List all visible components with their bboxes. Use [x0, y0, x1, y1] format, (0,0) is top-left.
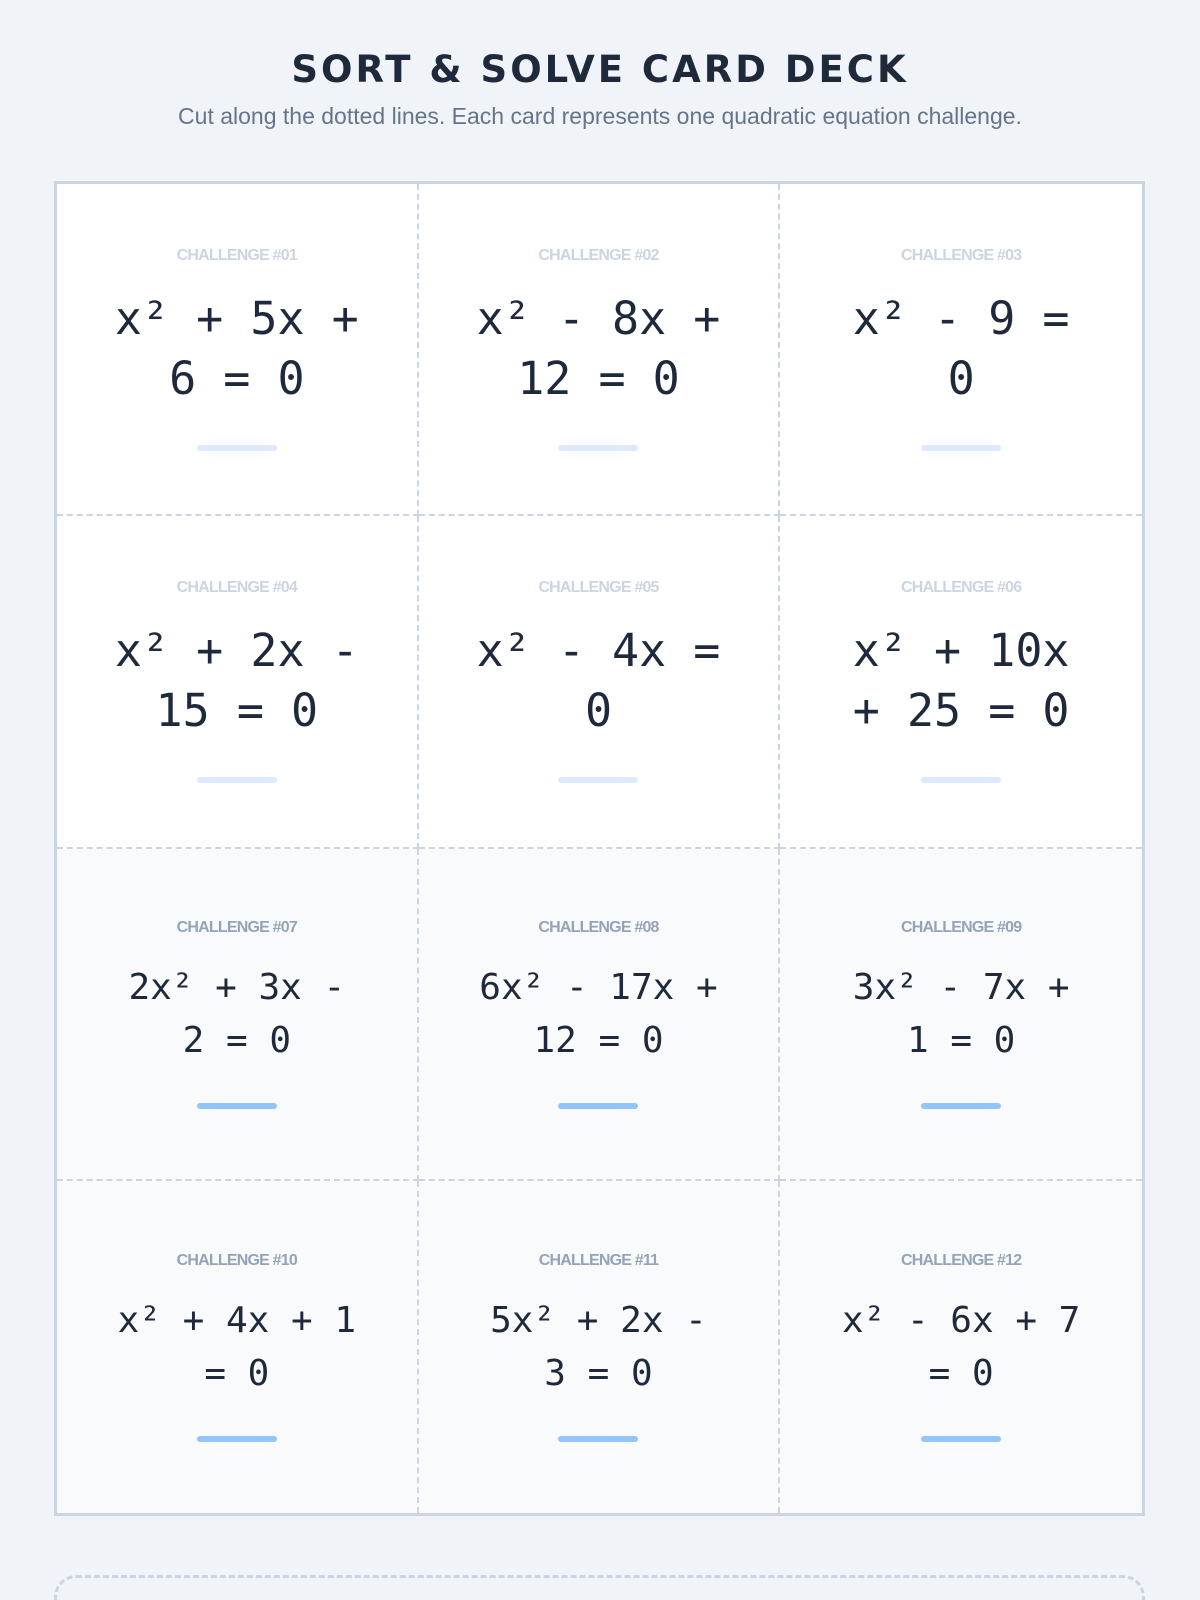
cut-strip: [54, 1575, 1145, 1600]
challenge-label: CHALLENGE #02: [538, 247, 659, 265]
challenge-label: CHALLENGE #12: [901, 1251, 1022, 1269]
challenge-equation: 5x² + 2x - 3 = 0: [490, 1299, 707, 1394]
challenge-label: CHALLENGE #04: [176, 579, 297, 597]
challenge-label: CHALLENGE #07: [176, 918, 297, 936]
challenge-equation: x² - 9 = 0: [852, 292, 1070, 406]
answer-line: [197, 1103, 277, 1109]
answer-line: [197, 445, 277, 451]
answer-line: [558, 777, 638, 783]
page-title: SORT & SOLVE CARD DECK: [291, 48, 909, 91]
answer-line: [921, 777, 1001, 783]
answer-line: [921, 445, 1001, 451]
challenge-card[interactable]: [57, 184, 419, 516]
challenge-equation: x² - 4x = 0: [476, 624, 721, 738]
challenge-equation: x² + 10x + 25 = 0: [852, 624, 1070, 738]
challenge-card[interactable]: [57, 1181, 419, 1513]
challenge-label: CHALLENGE #10: [176, 1251, 297, 1269]
challenge-equation: x² + 5x + 6 = 0: [114, 292, 359, 406]
challenge-label: CHALLENGE #01: [176, 247, 297, 265]
challenge-equation: 2x² + 3x - 2 = 0: [128, 966, 346, 1061]
answer-line: [197, 1436, 277, 1442]
answer-line: [921, 1103, 1001, 1109]
challenge-card[interactable]: [780, 516, 1142, 848]
challenge-equation: x² - 6x + 7 = 0: [841, 1299, 1081, 1394]
answer-line: [558, 445, 638, 451]
challenge-card[interactable]: [780, 1181, 1142, 1513]
answer-line: [197, 777, 277, 783]
challenge-card[interactable]: [57, 849, 419, 1181]
challenge-card[interactable]: [57, 516, 419, 848]
challenge-label: CHALLENGE #06: [901, 579, 1022, 597]
challenge-equation: 6x² - 17x + 12 = 0: [479, 966, 718, 1061]
answer-line: [921, 1436, 1001, 1442]
challenge-card[interactable]: [780, 849, 1142, 1181]
card-deck: [54, 181, 1145, 1516]
challenge-card[interactable]: [419, 516, 781, 848]
challenge-label: CHALLENGE #05: [538, 579, 659, 597]
challenge-equation: 3x² - 7x + 1 = 0: [852, 966, 1070, 1061]
challenge-label: CHALLENGE #03: [901, 247, 1022, 265]
answer-line: [558, 1103, 638, 1109]
challenge-equation: x² - 8x + 12 = 0: [476, 292, 721, 406]
page-header: [0, 50, 1200, 130]
challenge-equation: x² + 2x - 15 = 0: [114, 624, 359, 738]
challenge-label: CHALLENGE #11: [538, 1251, 659, 1269]
challenge-equation: x² + 4x + 1 = 0: [117, 1299, 357, 1394]
challenge-card[interactable]: [419, 1181, 781, 1513]
challenge-label: CHALLENGE #08: [538, 918, 659, 936]
challenge-label: CHALLENGE #09: [901, 918, 1022, 936]
challenge-card[interactable]: [780, 184, 1142, 516]
page-subtitle: Cut along the dotted lines. Each card represents one quadratic equation challenge.: [178, 102, 1022, 129]
answer-line: [558, 1436, 638, 1442]
challenge-card[interactable]: [419, 849, 781, 1181]
challenge-card[interactable]: [419, 184, 781, 516]
